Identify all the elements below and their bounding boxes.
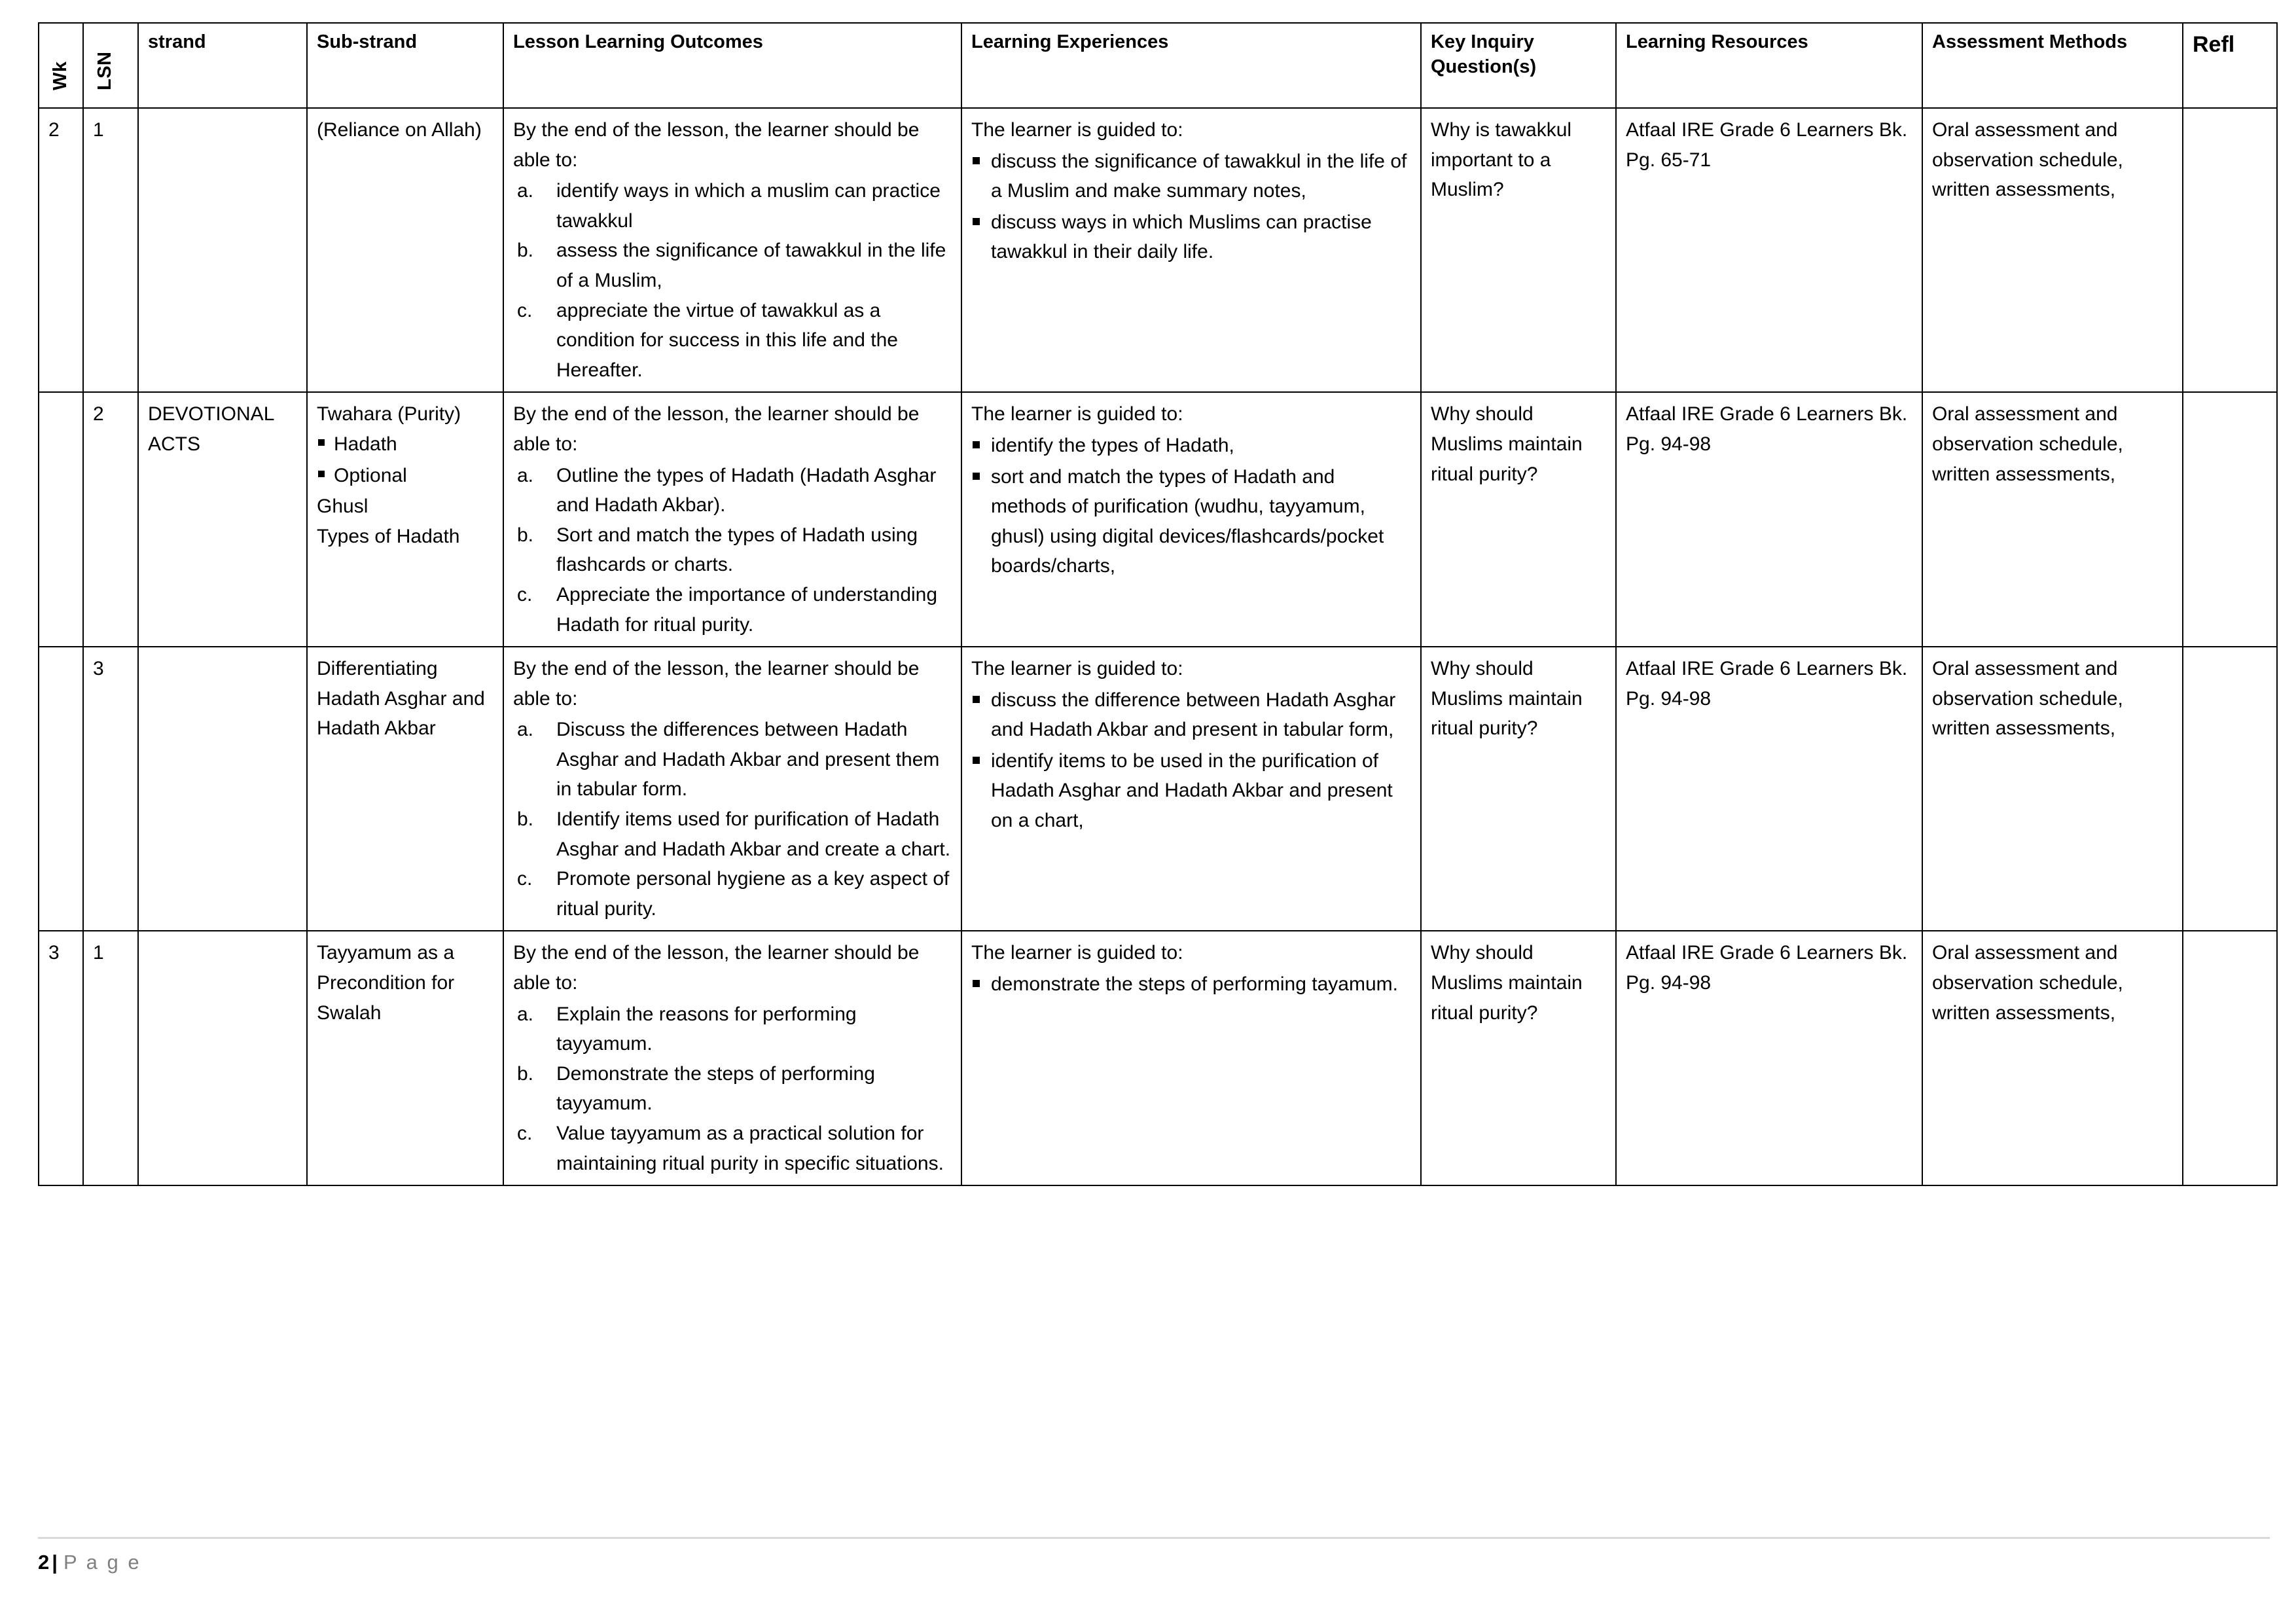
cell-learning-resources: Atfaal IRE Grade 6 Learners Bk. Pg. 94-98: [1616, 647, 1922, 931]
learning-outcome-text: Identify items used for purification of Hadath Asghar and Hadath Akbar and create a chart.: [556, 808, 951, 860]
sub-strand-title: Differentiating Hadath Asghar and Hadath Akbar: [317, 658, 485, 740]
learning-experiences-list: [971, 147, 1411, 267]
cell-reflection: [2183, 392, 2277, 647]
cell-reflection: [2183, 931, 2277, 1185]
cell-assessment-methods: Oral assessment and observation schedule, written assessments,: [1922, 392, 2183, 647]
cell-sub-strand: [307, 647, 503, 931]
cell-sub-strand: [307, 392, 503, 647]
page-footer: [38, 1537, 2263, 1574]
learning-outcome-item: [513, 804, 952, 864]
sub-strand-title: Tayyamum as a Precondition for Swalah: [317, 942, 455, 1024]
cell-learning-experiences: [961, 108, 1421, 392]
header-label-key-inquiry: Key Inquiry Question(s): [1431, 31, 1537, 77]
learning-outcome-text: Promote personal hygiene as a key aspect of ritual purity.: [556, 868, 950, 920]
learning-outcome-marker: a.: [517, 1003, 534, 1025]
table-row: [39, 647, 2277, 931]
header-cell-learning-resources: [1616, 23, 1922, 108]
learning-outcome-item: [513, 296, 952, 386]
cell-strand: [138, 931, 307, 1185]
header-cell-assessment-methods: [1922, 23, 2183, 108]
cell-lesson-number: 1: [83, 931, 138, 1185]
learning-outcome-marker: c.: [517, 583, 533, 605]
learning-outcome-item: [513, 1059, 952, 1119]
cell-lesson-learning-outcomes: [503, 392, 961, 647]
learning-outcome-item: [513, 864, 952, 924]
table-body: [39, 108, 2277, 1185]
cell-key-inquiry-question: Why is tawakkul important to a Muslim?: [1421, 108, 1616, 392]
header-label-strand: strand: [148, 31, 206, 52]
header-cell-refl: [2183, 23, 2277, 108]
cell-learning-experiences: [961, 931, 1421, 1185]
learning-outcome-item: [513, 715, 952, 804]
header-cell-key-inquiry: [1421, 23, 1616, 108]
learning-outcome-marker: c.: [517, 868, 533, 890]
cell-assessment-methods: Oral assessment and observation schedule, written assessments,: [1922, 108, 2183, 392]
sub-strand-title: (Reliance on Allah): [317, 119, 482, 141]
learning-experience-item: discuss the significance of tawakkul in the life of a Muslim and make summary notes,: [971, 147, 1411, 206]
cell-learning-experiences: [961, 647, 1421, 931]
learning-experiences-list: [971, 431, 1411, 581]
learning-outcomes-list: [513, 1000, 952, 1179]
learning-outcomes-lead: By the end of the lesson, the learner should be able to:: [513, 403, 920, 455]
sub-strand-title: Twahara (Purity): [317, 403, 461, 425]
learning-outcome-marker: a.: [517, 464, 534, 486]
cell-assessment-methods: Oral assessment and observation schedule, written assessments,: [1922, 931, 2183, 1185]
learning-outcome-text: Value tayyamum as a practical solution for maintaining ritual purity in specific situations.: [556, 1123, 944, 1174]
cell-week: [39, 647, 83, 931]
cell-reflection: [2183, 647, 2277, 931]
cell-lesson-number: 3: [83, 647, 138, 931]
learning-experiences-list: [971, 685, 1411, 836]
cell-lesson-learning-outcomes: [503, 931, 961, 1185]
cell-week: 3: [39, 931, 83, 1185]
header-label-sub-strand: Sub-strand: [317, 31, 418, 52]
cell-learning-experiences: [961, 392, 1421, 647]
footer-divider: [38, 1537, 2270, 1539]
cell-lesson-number: 1: [83, 108, 138, 392]
header-cell-learning-outcomes: [503, 23, 961, 108]
learning-outcome-text: assess the significance of tawakkul in the life of a Muslim,: [556, 240, 946, 291]
header-cell-learning-experiences: [961, 23, 1421, 108]
learning-experiences-lead: The learner is guided to:: [971, 119, 1183, 141]
cell-strand: [138, 647, 307, 931]
learning-outcome-marker: b.: [517, 240, 534, 262]
table-header-row: [39, 23, 2277, 108]
cell-reflection: [2183, 108, 2277, 392]
learning-outcome-marker: a.: [517, 180, 534, 202]
learning-experiences-lead: The learner is guided to:: [971, 403, 1183, 425]
cell-lesson-learning-outcomes: [503, 647, 961, 931]
table-row: [39, 392, 2277, 647]
learning-outcomes-list: [513, 176, 952, 385]
learning-experiences-lead: The learner is guided to:: [971, 658, 1183, 680]
learning-experience-item: demonstrate the steps of performing tayamum.: [971, 969, 1411, 1000]
learning-experience-item: identify items to be used in the purification of Hadath Asghar and Hadath Akbar and present on a chart,: [971, 746, 1411, 836]
learning-outcomes-list: [513, 461, 952, 640]
sub-strand-extra-line: Types of Hadath: [317, 525, 460, 547]
header-label-wk: Wk: [50, 61, 71, 90]
footer-separator: |: [52, 1551, 60, 1574]
table-row: [39, 108, 2277, 392]
header-label-learning-resources: Learning Resources: [1626, 31, 1808, 52]
cell-strand: [138, 108, 307, 392]
cell-assessment-methods: Oral assessment and observation schedule, written assessments,: [1922, 647, 2183, 931]
learning-outcome-marker: b.: [517, 1062, 534, 1085]
header-label-refl: Refl: [2193, 32, 2235, 57]
sub-strand-bullet: Hadath: [317, 429, 493, 460]
learning-outcome-item: [513, 236, 952, 295]
learning-outcome-text: identify ways in which a muslim can practice tawakkul: [556, 180, 941, 232]
learning-outcome-marker: a.: [517, 719, 534, 741]
header-cell-sub-strand: [307, 23, 503, 108]
sub-strand-bullet: Optional: [317, 461, 493, 491]
cell-sub-strand: [307, 931, 503, 1185]
learning-outcomes-list: [513, 715, 952, 924]
learning-experience-item: identify the types of Hadath,: [971, 431, 1411, 461]
learning-outcome-text: Discuss the differences between Hadath Asghar and Hadath Akbar and present them in tabular form.: [556, 719, 940, 801]
learning-outcome-text: Appreciate the importance of understanding Hadath for ritual purity.: [556, 583, 938, 636]
cell-strand: DEVOTIONAL ACTS: [138, 392, 307, 647]
header-cell-lsn: [83, 23, 138, 108]
cell-learning-resources: Atfaal IRE Grade 6 Learners Bk. Pg. 94-98: [1616, 931, 1922, 1185]
learning-outcome-item: [513, 1119, 952, 1178]
cell-learning-resources: Atfaal IRE Grade 6 Learners Bk. Pg. 65-71: [1616, 108, 1922, 392]
learning-outcome-text: Outline the types of Hadath (Hadath Asghar and Hadath Akbar).: [556, 464, 937, 516]
learning-experiences-list: [971, 969, 1411, 1000]
cell-week: 2: [39, 108, 83, 392]
cell-lesson-learning-outcomes: [503, 108, 961, 392]
footer-page-number: 2: [38, 1551, 50, 1574]
footer-page-indicator: [38, 1551, 2263, 1574]
learning-outcomes-lead: By the end of the lesson, the learner should be able to:: [513, 119, 920, 171]
cell-key-inquiry-question: Why should Muslims maintain ritual purity?: [1421, 647, 1616, 931]
learning-outcome-text: Demonstrate the steps of performing tayyamum.: [556, 1062, 875, 1115]
header-cell-strand: [138, 23, 307, 108]
learning-outcome-item: [513, 176, 952, 236]
learning-outcome-item: [513, 461, 952, 520]
cell-key-inquiry-question: Why should Muslims maintain ritual purity?: [1421, 931, 1616, 1185]
header-label-learning-outcomes: Lesson Learning Outcomes: [513, 31, 763, 52]
cell-sub-strand: [307, 108, 503, 392]
learning-experience-item: discuss the difference between Hadath Asghar and Hadath Akbar and present in tabular form,: [971, 685, 1411, 745]
learning-outcome-marker: c.: [517, 299, 533, 321]
sub-strand-bullet-list: [317, 429, 493, 490]
learning-experience-item: discuss ways in which Muslims can practise tawakkul in their daily life.: [971, 208, 1411, 267]
cell-lesson-number: 2: [83, 392, 138, 647]
learning-outcome-item: [513, 1000, 952, 1059]
learning-outcome-text: appreciate the virtue of tawakkul as a condition for success in this life and the Hereafter.: [556, 299, 898, 381]
header-label-assessment-methods: Assessment Methods: [1932, 31, 2128, 52]
cell-week: [39, 392, 83, 647]
table-row: [39, 931, 2277, 1185]
learning-outcome-marker: b.: [517, 524, 534, 546]
footer-page-label: P a g e: [63, 1551, 141, 1574]
learning-outcome-text: Explain the reasons for performing tayyamum.: [556, 1003, 857, 1055]
learning-outcome-item: [513, 520, 952, 580]
learning-outcomes-lead: By the end of the lesson, the learner should be able to:: [513, 658, 920, 710]
cell-key-inquiry-question: Why should Muslims maintain ritual purity?: [1421, 392, 1616, 647]
learning-outcome-item: [513, 580, 952, 640]
cell-learning-resources: Atfaal IRE Grade 6 Learners Bk. Pg. 94-98: [1616, 392, 1922, 647]
header-cell-wk: [39, 23, 83, 108]
header-label-learning-experiences: Learning Experiences: [971, 31, 1169, 52]
learning-outcomes-lead: By the end of the lesson, the learner should be able to:: [513, 942, 920, 994]
learning-outcome-marker: b.: [517, 808, 534, 831]
learning-experience-item: sort and match the types of Hadath and methods of purification (wudhu, tayyamum, ghusl) using digital devices/flashcards/pocket boards/charts,: [971, 462, 1411, 581]
learning-outcome-marker: c.: [517, 1123, 533, 1144]
sub-strand-extra-line: Ghusl: [317, 496, 368, 518]
header-label-lsn: LSN: [94, 51, 115, 90]
learning-experiences-lead: The learner is guided to:: [971, 942, 1183, 964]
scheme-of-work-table: [38, 22, 2278, 1186]
learning-outcome-text: Sort and match the types of Hadath using flashcards or charts.: [556, 524, 918, 576]
